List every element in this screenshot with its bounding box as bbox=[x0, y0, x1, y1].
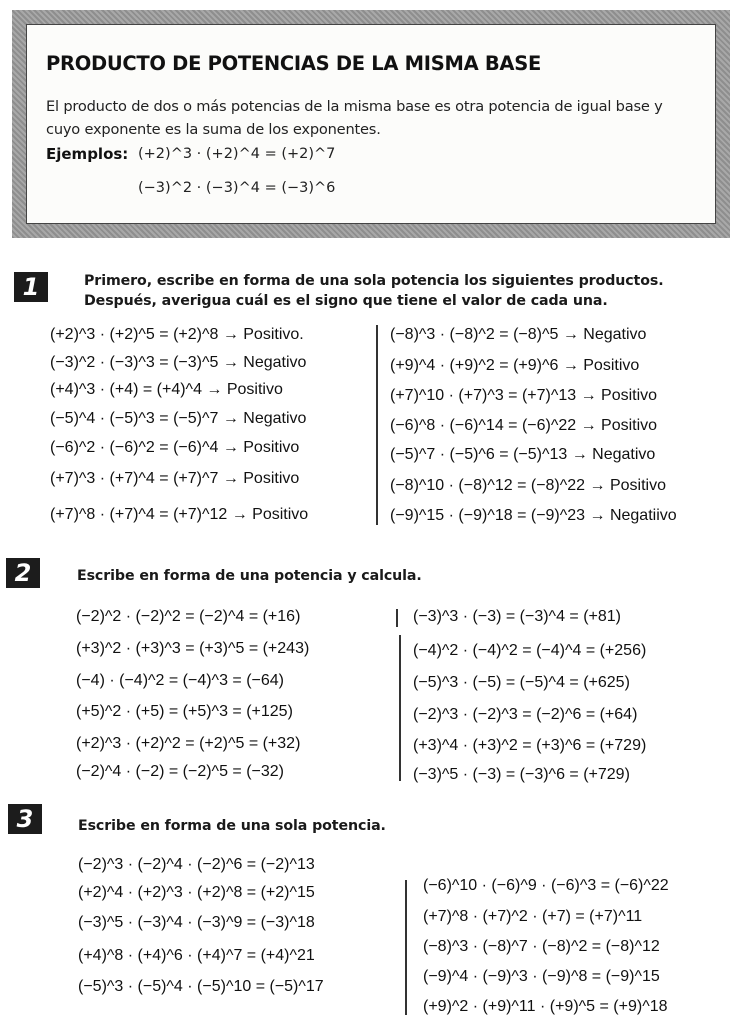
exercise-2-instruction: Escribe en forma de una potencia y calcula. bbox=[77, 568, 422, 584]
exercise-3-right-answer: (−6)^10 · (−6)^9 · (−6)^3 = (−6)^22 bbox=[423, 877, 669, 894]
rule-title: PRODUCTO DE POTENCIAS DE LA MISMA BASE bbox=[46, 52, 541, 75]
exercise-1-instruction: Primero, escribe en forma de una sola potencia los siguientes productos. Después, averigua cuál es el signo que tiene el valor de cada una. bbox=[84, 273, 664, 309]
exercise-1-left-answer: (+7)^8 · (+7)^4 = (+7)^12 → Positivo bbox=[50, 506, 309, 523]
exercise-3-left-answer: (+4)^8 · (+4)^6 · (+4)^7 = (+4)^21 bbox=[78, 947, 315, 964]
exercise-3-left-answer: (+2)^4 · (+2)^3 · (+2)^8 = (+2)^15 bbox=[78, 884, 315, 901]
exercise-1-left-answer: (−6)^2 · (−6)^2 = (−6)^4 → Positivo bbox=[50, 439, 300, 456]
rule-text: El producto de dos o más potencias de la misma base es otra potencia de igual base y cuyo exponente es la suma de los exponentes. bbox=[46, 98, 663, 138]
exercise-2-left-answer: (−2)^4 · (−2) = (−2)^5 = (−32) bbox=[76, 763, 284, 780]
exercise-3-right-answer: (+7)^8 · (+7)^2 · (+7) = (+7)^11 bbox=[423, 908, 643, 925]
exercise-2-right-answer: (−5)^3 · (−5) = (−5)^4 = (+625) bbox=[413, 674, 630, 691]
exercise-1-right-answer: (−9)^15 · (−9)^18 = (−9)^23 → Negatiivo bbox=[390, 507, 677, 524]
exercise-2-right-answer: (−3)^3 · (−3) = (−3)^4 = (+81) bbox=[413, 608, 621, 625]
exercise-3-instruction: Escribe en forma de una sola potencia. bbox=[78, 818, 386, 834]
exercise-2-left-answer: (+3)^2 · (+3)^3 = (+3)^5 = (+243) bbox=[76, 640, 310, 657]
exercise-3-number: 3 bbox=[8, 804, 42, 834]
example-2: (−3)^2 · (−3)^4 = (−3)^6 bbox=[138, 180, 336, 196]
exercise-3-right-answer: (−9)^4 · (−9)^3 · (−9)^8 = (−9)^15 bbox=[423, 968, 660, 985]
exercise-1-left-answer: (+7)^3 · (+7)^4 = (+7)^7 → Positivo bbox=[50, 470, 300, 487]
exercise-1-right-answer: (−8)^3 · (−8)^2 = (−8)^5 → Negativo bbox=[390, 326, 647, 343]
exercise-2-left-answer: (+2)^3 · (+2)^2 = (+2)^5 = (+32) bbox=[76, 735, 301, 752]
exercise-1-left-answer: (+2)^3 · (+2)^5 = (+2)^8 → Positivo. bbox=[50, 326, 304, 343]
exercise-1-left-answer: (+4)^3 · (+4) = (+4)^4 → Positivo bbox=[50, 381, 283, 398]
exercise-2-left-answer: (+5)^2 · (+5) = (+5)^3 = (+125) bbox=[76, 703, 293, 720]
exercise-2-number: 2 bbox=[6, 558, 40, 588]
exercise-2-right-answer: (−2)^3 · (−2)^3 = (−2)^6 = (+64) bbox=[413, 706, 638, 723]
exercise-2-right-answer: (+3)^4 · (+3)^2 = (+3)^6 = (+729) bbox=[413, 737, 647, 754]
examples-label: Ejemplos: bbox=[46, 145, 129, 163]
column-divider bbox=[399, 635, 401, 781]
exercise-3-left-answer: (−3)^5 · (−3)^4 · (−3)^9 = (−3)^18 bbox=[78, 914, 315, 931]
exercise-2-left-answer: (−2)^2 · (−2)^2 = (−2)^4 = (+16) bbox=[76, 608, 301, 625]
example-1: (+2)^3 · (+2)^4 = (+2)^7 bbox=[138, 146, 336, 162]
exercise-3-right-answer: (−8)^3 · (−8)^7 · (−8)^2 = (−8)^12 bbox=[423, 938, 660, 955]
exercise-3-left-answer: (−5)^3 · (−5)^4 · (−5)^10 = (−5)^17 bbox=[78, 978, 324, 995]
column-divider bbox=[376, 325, 378, 525]
exercise-2-left-answer: (−4) · (−4)^2 = (−4)^3 = (−64) bbox=[76, 672, 284, 689]
exercise-1-right-answer: (+7)^10 · (+7)^3 = (+7)^13 → Positivo bbox=[390, 387, 658, 404]
exercise-1-right-answer: (+9)^4 · (+9)^2 = (+9)^6 → Positivo bbox=[390, 357, 640, 374]
exercise-1-left-answer: (−5)^4 · (−5)^3 = (−5)^7 → Negativo bbox=[50, 410, 307, 427]
exercise-1-right-answer: (−5)^7 · (−5)^6 = (−5)^13 → Negativo bbox=[390, 446, 656, 463]
exercise-1-left-answer: (−3)^2 · (−3)^3 = (−3)^5 → Negativo bbox=[50, 354, 307, 371]
exercise-2-right-answer: (−3)^5 · (−3) = (−3)^6 = (+729) bbox=[413, 766, 630, 783]
column-divider bbox=[405, 880, 407, 1015]
exercise-2-right-answer: (−4)^2 · (−4)^2 = (−4)^4 = (+256) bbox=[413, 642, 647, 659]
exercise-1-right-answer: (−8)^10 · (−8)^12 = (−8)^22 → Positivo bbox=[390, 477, 666, 494]
exercise-1-number: 1 bbox=[14, 272, 48, 302]
exercise-3-right-answer: (+9)^2 · (+9)^11 · (+9)^5 = (+9)^18 bbox=[423, 998, 668, 1015]
exercise-1-right-answer: (−6)^8 · (−6)^14 = (−6)^22 → Positivo bbox=[390, 417, 658, 434]
column-divider bbox=[396, 609, 398, 627]
exercise-3-left-answer: (−2)^3 · (−2)^4 · (−2)^6 = (−2)^13 bbox=[78, 856, 315, 873]
